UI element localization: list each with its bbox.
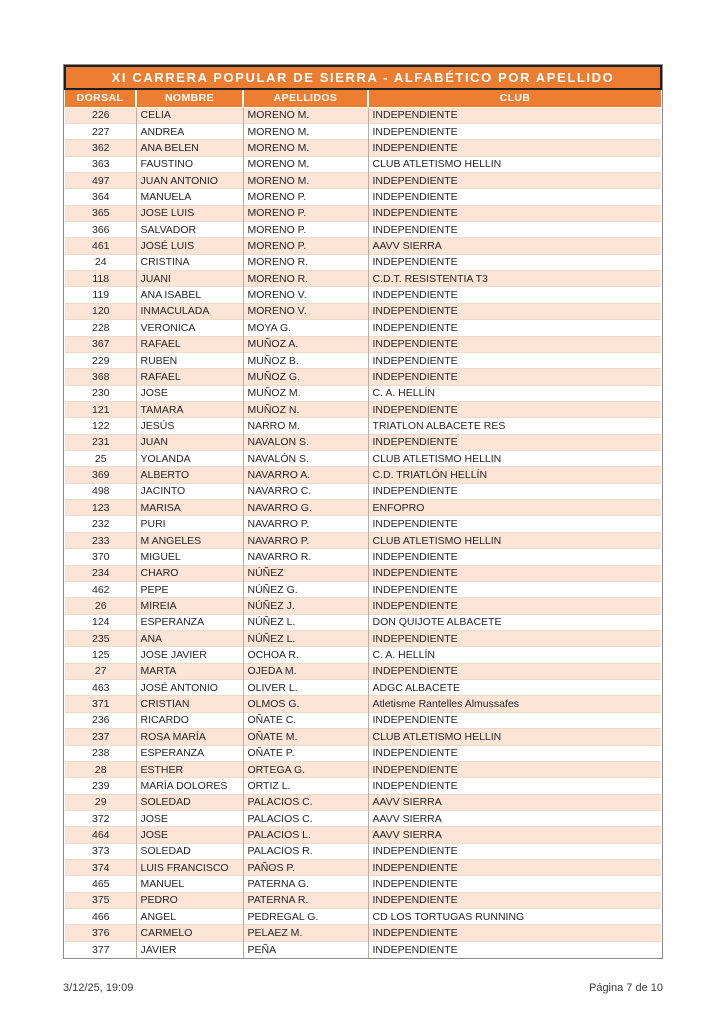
apellidos-cell: ORTIZ L. — [243, 778, 368, 794]
table-row — [65, 712, 661, 728]
dorsal-cell: 363 — [65, 156, 136, 172]
apellidos-cell: MORENO P. — [243, 189, 368, 205]
nombre-cell: MIREIA — [136, 598, 243, 614]
nombre-cell: VERONICA — [136, 320, 243, 336]
apellidos-cell: NAVARRO R. — [243, 549, 368, 565]
table-row — [65, 614, 661, 630]
apellidos-cell: MORENO V. — [243, 287, 368, 303]
nombre-cell: MANUELA — [136, 189, 243, 205]
club-cell: Atletisme Rantelles Almussafes — [368, 696, 661, 712]
page-footer — [63, 982, 663, 994]
nombre-cell: JOSÉ ANTONIO — [136, 680, 243, 696]
dorsal-cell: 238 — [65, 745, 136, 761]
nombre-cell: ESPERANZA — [136, 614, 243, 630]
apellidos-cell: NAVALON S. — [243, 434, 368, 450]
dorsal-cell: 121 — [65, 401, 136, 417]
table-row — [65, 303, 661, 319]
nombre-cell: JOSE — [136, 810, 243, 826]
table-row — [65, 205, 661, 221]
nombre-cell: CELIA — [136, 107, 243, 123]
table-row — [65, 238, 661, 254]
club-cell: INDEPENDIENTE — [368, 843, 661, 859]
apellidos-cell: MUÑOZ G. — [243, 369, 368, 385]
table-row — [65, 434, 661, 450]
dorsal-cell: 465 — [65, 876, 136, 892]
club-cell: INDEPENDIENTE — [368, 401, 661, 417]
dorsal-cell: 365 — [65, 205, 136, 221]
apellidos-cell: ORTEGA G. — [243, 761, 368, 777]
dorsal-cell: 466 — [65, 909, 136, 925]
club-cell: INDEPENDIENTE — [368, 352, 661, 368]
apellidos-cell: MORENO M. — [243, 123, 368, 139]
club-cell: DON QUIJOTE ALBACETE — [368, 614, 661, 630]
club-cell: CLUB ATLETISMO HELLIN — [368, 532, 661, 548]
nombre-cell: M ANGELES — [136, 532, 243, 548]
apellidos-cell: MORENO P. — [243, 222, 368, 238]
apellidos-cell: NAVARRO P. — [243, 516, 368, 532]
club-cell: INDEPENDIENTE — [368, 598, 661, 614]
dorsal-cell: 371 — [65, 696, 136, 712]
column-header-dorsal: DORSAL — [65, 89, 136, 107]
table-row — [65, 369, 661, 385]
nombre-cell: JUANI — [136, 271, 243, 287]
apellidos-cell: NÚÑEZ L. — [243, 614, 368, 630]
club-cell: INDEPENDIENTE — [368, 189, 661, 205]
dorsal-cell: 369 — [65, 467, 136, 483]
table-row — [65, 827, 661, 843]
apellidos-cell: MUÑOZ A. — [243, 336, 368, 352]
dorsal-cell: 124 — [65, 614, 136, 630]
table-row — [65, 663, 661, 679]
dorsal-cell: 237 — [65, 729, 136, 745]
table-row — [65, 631, 661, 647]
apellidos-cell: PEDREGAL G. — [243, 909, 368, 925]
apellidos-cell: OLMOS G. — [243, 696, 368, 712]
club-cell: C. A. HELLÍN — [368, 647, 661, 663]
club-cell: INDEPENDIENTE — [368, 860, 661, 876]
table-row — [65, 320, 661, 336]
table-row — [65, 467, 661, 483]
dorsal-cell: 234 — [65, 565, 136, 581]
apellidos-cell: NARRO M. — [243, 418, 368, 434]
nombre-cell: JUAN — [136, 434, 243, 450]
footer-page-number: Página 7 de 10 — [588, 982, 663, 994]
nombre-cell: ESPERANZA — [136, 745, 243, 761]
dorsal-cell: 366 — [65, 222, 136, 238]
dorsal-cell: 362 — [65, 140, 136, 156]
table-row — [65, 794, 661, 810]
nombre-cell: MARISA — [136, 500, 243, 516]
club-cell: INDEPENDIENTE — [368, 778, 661, 794]
page-title: XI CARRERA POPULAR DE SIERRA - ALFABÉTICO POR APELLIDO — [65, 66, 661, 89]
nombre-cell: TAMARA — [136, 401, 243, 417]
apellidos-cell: PELAEZ M. — [243, 925, 368, 941]
dorsal-cell: 236 — [65, 712, 136, 728]
nombre-cell: JAVIER — [136, 941, 243, 957]
dorsal-cell: 239 — [65, 778, 136, 794]
dorsal-cell: 228 — [65, 320, 136, 336]
table-row — [65, 418, 661, 434]
dorsal-cell: 226 — [91, 109, 110, 122]
nombre-cell: YOLANDA — [136, 451, 243, 467]
nombre-cell: MANUEL — [136, 876, 243, 892]
table-row — [65, 598, 661, 614]
club-cell: C.D. TRIATLÓN HELLÍN — [368, 467, 661, 483]
nombre-cell: RUBEN — [136, 352, 243, 368]
nombre-cell: JOSE JAVIER — [136, 647, 243, 663]
apellidos-cell: OLIVER L. — [243, 680, 368, 696]
apellidos-cell: MORENO P. — [243, 205, 368, 221]
dorsal-cell: 374 — [65, 860, 136, 876]
club-cell: INDEPENDIENTE — [368, 140, 661, 156]
table-row — [65, 140, 661, 156]
club-cell: INDEPENDIENTE — [368, 336, 661, 352]
nombre-cell: ROSA MARÍA — [136, 729, 243, 745]
apellidos-cell: PALACIOS R. — [243, 843, 368, 859]
nombre-cell: ESTHER — [136, 761, 243, 777]
table-row — [65, 581, 661, 597]
table-row — [65, 925, 661, 941]
apellidos-cell: MUÑOZ M. — [243, 385, 368, 401]
club-cell: C.D.T. RESISTENTIA T3 — [368, 271, 661, 287]
apellidos-cell: NAVARRO G. — [243, 500, 368, 516]
apellidos-cell: MORENO M. — [243, 107, 368, 123]
table-row — [65, 680, 661, 696]
club-cell: TRIATLON ALBACETE RES — [368, 418, 661, 434]
dorsal-cell: 122 — [65, 418, 136, 434]
apellidos-cell: MUÑOZ N. — [243, 401, 368, 417]
dorsal-cell: 229 — [65, 352, 136, 368]
dorsal-cell: 232 — [65, 516, 136, 532]
table-row — [65, 500, 661, 516]
nombre-cell: ANDREA — [136, 123, 243, 139]
table-row — [65, 107, 661, 123]
nombre-cell: CARMELO — [136, 925, 243, 941]
footer-datetime: 3/12/25, 19:09 — [63, 982, 134, 994]
dorsal-cell: 233 — [65, 532, 136, 548]
club-cell: INDEPENDIENTE — [368, 892, 661, 908]
nombre-cell: JOSE LUIS — [136, 205, 243, 221]
apellidos-cell: MORENO V. — [243, 303, 368, 319]
club-cell: INDEPENDIENTE — [368, 761, 661, 777]
dorsal-cell: 27 — [65, 663, 136, 679]
nombre-cell: SALVADOR — [136, 222, 243, 238]
nombre-cell: MARTA — [136, 663, 243, 679]
nombre-cell: SOLEDAD — [136, 794, 243, 810]
apellidos-cell: PALACIOS C. — [243, 810, 368, 826]
dorsal-cell: 368 — [65, 369, 136, 385]
dorsal-cell: 377 — [65, 941, 136, 957]
table-row — [65, 532, 661, 548]
table-row — [65, 287, 661, 303]
table-row — [65, 549, 661, 565]
club-cell: AAVV SIERRA — [368, 238, 661, 254]
nombre-cell: CRISTINA — [136, 254, 243, 270]
club-cell: AAVV SIERRA — [368, 794, 661, 810]
club-cell: INDEPENDIENTE — [368, 631, 661, 647]
nombre-cell: CRISTIAN — [136, 696, 243, 712]
club-cell: ADGC ALBACETE — [368, 680, 661, 696]
table-row — [65, 761, 661, 777]
apellidos-cell: MORENO M. — [243, 140, 368, 156]
nombre-cell: RAFAEL — [136, 369, 243, 385]
nombre-cell: RAFAEL — [136, 336, 243, 352]
nombre-cell: JUAN ANTONIO — [136, 172, 243, 188]
dorsal-cell: 464 — [65, 827, 136, 843]
nombre-cell: JOSE — [136, 827, 243, 843]
dorsal-cell: 375 — [65, 892, 136, 908]
table-row — [65, 401, 661, 417]
apellidos-cell: OÑATE C. — [243, 712, 368, 728]
apellidos-cell: NAVALÓN S. — [243, 451, 368, 467]
dorsal-cell: 462 — [65, 581, 136, 597]
dorsal-cell: 120 — [65, 303, 136, 319]
nombre-cell: JOSÉ LUIS — [136, 238, 243, 254]
table-row — [65, 696, 661, 712]
club-cell: AAVV SIERRA — [368, 827, 661, 843]
table-row — [65, 254, 661, 270]
club-cell: CD LOS TORTUGAS RUNNING — [368, 909, 661, 925]
club-cell: INDEPENDIENTE — [368, 287, 661, 303]
column-header-apellidos: APELLIDOS — [243, 89, 368, 107]
table-row — [65, 172, 661, 188]
club-cell: INDEPENDIENTE — [368, 205, 661, 221]
club-cell: INDEPENDIENTE — [368, 941, 661, 957]
table-row — [65, 876, 661, 892]
apellidos-cell: OCHOA R. — [243, 647, 368, 663]
apellidos-cell: OÑATE M. — [243, 729, 368, 745]
table-row — [65, 729, 661, 745]
dorsal-cell: 125 — [65, 647, 136, 663]
dorsal-cell: 231 — [65, 434, 136, 450]
table-row — [65, 810, 661, 826]
nombre-cell: INMACULADA — [136, 303, 243, 319]
club-cell: CLUB ATLETISMO HELLIN — [368, 451, 661, 467]
club-cell: ENFOPRO — [368, 500, 661, 516]
nombre-cell: ANA — [136, 631, 243, 647]
table-row — [65, 941, 661, 957]
dorsal-cell: 463 — [65, 680, 136, 696]
club-cell: INDEPENDIENTE — [368, 172, 661, 188]
apellidos-cell: PALACIOS C. — [243, 794, 368, 810]
column-header-nombre: NOMBRE — [136, 89, 243, 107]
club-cell: INDEPENDIENTE — [368, 222, 661, 238]
apellidos-cell: NÚÑEZ G. — [243, 581, 368, 597]
nombre-cell: LUIS FRANCISCO — [136, 860, 243, 876]
dorsal-cell: 26 — [65, 598, 136, 614]
apellidos-cell: MORENO R. — [243, 271, 368, 287]
nombre-cell: MARÍA DOLORES — [136, 778, 243, 794]
table-row — [65, 778, 661, 794]
table-row — [65, 222, 661, 238]
apellidos-cell: NÚÑEZ — [243, 565, 368, 581]
table-row — [65, 451, 661, 467]
apellidos-cell: NAVARRO A. — [243, 467, 368, 483]
race-results-table-container — [63, 64, 663, 959]
club-cell: CLUB ATLETISMO HELLIN — [368, 156, 661, 172]
race-results-table — [64, 65, 662, 958]
apellidos-cell: PALACIOS L. — [243, 827, 368, 843]
table-row — [65, 352, 661, 368]
table-row — [65, 745, 661, 761]
nombre-cell: JESÚS — [136, 418, 243, 434]
club-cell: INDEPENDIENTE — [368, 369, 661, 385]
dorsal-cell: 497 — [65, 172, 136, 188]
dorsal-cell: 235 — [65, 631, 136, 647]
apellidos-cell: MORENO P. — [243, 238, 368, 254]
club-cell: INDEPENDIENTE — [368, 320, 661, 336]
nombre-cell: JACINTO — [136, 483, 243, 499]
nombre-cell: FAUSTINO — [136, 156, 243, 172]
dorsal-cell: 119 — [65, 287, 136, 303]
table-row — [65, 516, 661, 532]
apellidos-cell: NÚÑEZ J. — [243, 598, 368, 614]
table-title-row — [65, 66, 661, 89]
dorsal-cell: 498 — [65, 483, 136, 499]
apellidos-cell: NÚÑEZ L. — [243, 631, 368, 647]
table-row — [65, 189, 661, 205]
nombre-cell: RICARDO — [136, 712, 243, 728]
nombre-cell: ANA ISABEL — [136, 287, 243, 303]
nombre-cell: PEPE — [136, 581, 243, 597]
dorsal-cell: 29 — [65, 794, 136, 810]
dorsal-cell: 372 — [65, 810, 136, 826]
dorsal-cell: 373 — [65, 843, 136, 859]
table-body — [65, 107, 661, 958]
club-cell: INDEPENDIENTE — [368, 581, 661, 597]
club-cell: INDEPENDIENTE — [368, 549, 661, 565]
table-row — [65, 860, 661, 876]
dorsal-cell: 376 — [65, 925, 136, 941]
club-cell: INDEPENDIENTE — [368, 516, 661, 532]
nombre-cell: ANGEL — [136, 909, 243, 925]
club-cell: INDEPENDIENTE — [368, 434, 661, 450]
club-cell: INDEPENDIENTE — [368, 745, 661, 761]
dorsal-cell: 230 — [65, 385, 136, 401]
club-cell: INDEPENDIENTE — [368, 483, 661, 499]
dorsal-cell: 118 — [65, 271, 136, 287]
dorsal-cell: 227 — [65, 123, 136, 139]
nombre-cell: MIGUEL — [136, 549, 243, 565]
apellidos-cell: MORENO R. — [243, 254, 368, 270]
club-cell: INDEPENDIENTE — [368, 303, 661, 319]
table-row — [65, 483, 661, 499]
apellidos-cell: OJEDA M. — [243, 663, 368, 679]
dorsal-cell: 364 — [65, 189, 136, 205]
nombre-cell: JOSE — [136, 385, 243, 401]
club-cell: INDEPENDIENTE — [368, 565, 661, 581]
table-row — [65, 156, 661, 172]
club-cell: INDEPENDIENTE — [368, 107, 661, 123]
table-row — [65, 271, 661, 287]
apellidos-cell: MOYA G. — [243, 320, 368, 336]
dorsal-cell: 370 — [65, 549, 136, 565]
nombre-cell: ANA BELEN — [136, 140, 243, 156]
dorsal-cell: 24 — [65, 254, 136, 270]
table-row — [65, 843, 661, 859]
club-cell: INDEPENDIENTE — [368, 925, 661, 941]
apellidos-cell: MUÑOZ B. — [243, 352, 368, 368]
club-cell: INDEPENDIENTE — [368, 876, 661, 892]
dorsal-cell: 28 — [65, 761, 136, 777]
club-cell: INDEPENDIENTE — [368, 712, 661, 728]
apellidos-cell: NAVARRO P. — [243, 532, 368, 548]
apellidos-cell: PATERNA G. — [243, 876, 368, 892]
club-cell: INDEPENDIENTE — [368, 254, 661, 270]
nombre-cell: CHARO — [136, 565, 243, 581]
club-cell: INDEPENDIENTE — [368, 663, 661, 679]
apellidos-cell: NAVARRO C. — [243, 483, 368, 499]
nombre-cell: PEDRO — [136, 892, 243, 908]
table-header-row — [65, 89, 661, 107]
table-row — [65, 909, 661, 925]
nombre-cell: PURI — [136, 516, 243, 532]
apellidos-cell: PAÑOS P. — [243, 860, 368, 876]
dorsal-cell: 367 — [65, 336, 136, 352]
apellidos-cell: PEÑA — [243, 941, 368, 957]
table-row — [65, 892, 661, 908]
dorsal-cell: 461 — [65, 238, 136, 254]
table-row — [65, 336, 661, 352]
club-cell: C. A. HELLÍN — [368, 385, 661, 401]
apellidos-cell: MORENO M. — [243, 156, 368, 172]
apellidos-cell: OÑATE P. — [243, 745, 368, 761]
table-row — [65, 647, 661, 663]
nombre-cell: SOLEDAD — [136, 843, 243, 859]
dorsal-cell: 25 — [65, 451, 136, 467]
nombre-cell: ALBERTO — [136, 467, 243, 483]
table-row — [65, 385, 661, 401]
club-cell: AAVV SIERRA — [368, 810, 661, 826]
apellidos-cell: PATERNA R. — [243, 892, 368, 908]
column-header-club: CLUB — [368, 89, 661, 107]
table-row — [65, 565, 661, 581]
dorsal-cell: 123 — [65, 500, 136, 516]
apellidos-cell: MORENO M. — [243, 172, 368, 188]
club-cell: CLUB ATLETISMO HELLIN — [368, 729, 661, 745]
table-row — [65, 123, 661, 139]
club-cell: INDEPENDIENTE — [368, 123, 661, 139]
